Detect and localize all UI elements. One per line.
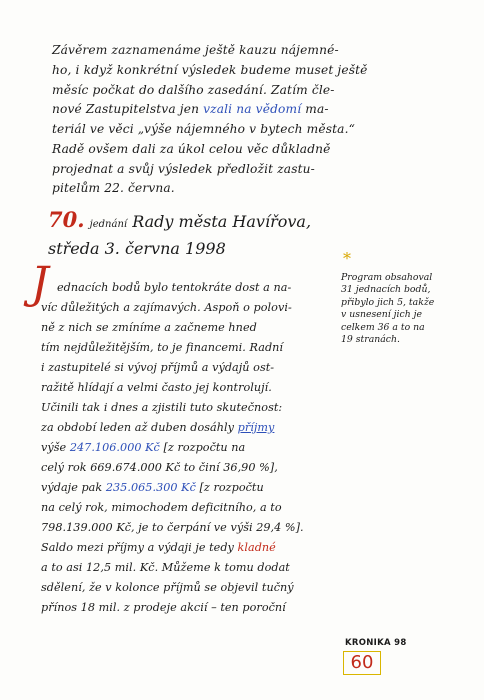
- heading-line-1: [48, 208, 311, 237]
- text-line: Radě ovšem dali za úkol celou věc důkladně: [52, 142, 331, 156]
- text-line: teriál ve věci „výše nájemného v bytech města.“: [52, 122, 355, 136]
- text-line: tím nejdůležitějším, to je financemi. Radní: [41, 341, 284, 354]
- text-line: ednacích bodů bylo tentokráte dost a na-: [57, 281, 292, 294]
- highlight-amount-income: 247.106.000 Kč: [69, 441, 160, 454]
- text-line: ho, i když konkrétní výsledek budeme muset ještě: [52, 63, 368, 77]
- highlight-vzali-na-vedomi: vzali na vědomí: [203, 102, 302, 116]
- heading-line-2: středa 3. června 1998: [48, 239, 226, 258]
- text-span: ma-: [301, 102, 329, 116]
- drop-cap: J: [31, 258, 49, 309]
- highlight-prijmy: příjmy: [237, 421, 275, 434]
- text-line: výdaje pak 235.065.300 Kč [z rozpočtu: [41, 481, 264, 494]
- text-line: víc důležitých a zajímavých. Aspoň o polovi-: [41, 301, 292, 314]
- asterisk-icon: *: [343, 249, 351, 268]
- heading-text: Rady města Havířova,: [132, 212, 312, 231]
- text-line: [52, 102, 329, 116]
- side-note-line: 19 stranách.: [341, 334, 400, 346]
- side-note-line: 31 jednacích bodů,: [341, 284, 431, 296]
- text-line: 798.139.000 Kč, je to čerpání ve výši 29,4 %].: [41, 521, 304, 534]
- side-note-line: celkem 36 a to na: [341, 321, 425, 333]
- text-line: i zastupitelé si vývoj příjmů a výdajů ost-: [41, 361, 275, 374]
- text-line: přínos 18 mil. z prodeje akcií – ten poroční: [41, 601, 286, 614]
- text-line: pitelům 22. června.: [52, 181, 175, 195]
- text-line: a to asi 12,5 mil. Kč. Můžeme k tomu dodat: [41, 561, 290, 574]
- highlight-kladne: kladné: [237, 541, 276, 554]
- meeting-number: 70.: [48, 207, 85, 232]
- text-line: sdělení, že v kolonce příjmů se objevil tučný: [41, 581, 294, 594]
- side-note-line: přibylo jich 5, takže: [341, 296, 435, 308]
- text-line: za období leden až duben dosáhly příjmy: [41, 421, 275, 434]
- page-number: 60: [343, 651, 381, 675]
- highlight-amount-expense: 235.065.300 Kč: [105, 481, 196, 494]
- meeting-heading: [48, 208, 311, 261]
- text-line: ně z nich se zmíníme a začneme hned: [41, 321, 257, 334]
- text-span: nové Zastupitelstva jen: [52, 102, 204, 116]
- text-line: ražitě hlídají a velmi často jej kontrolují.: [41, 381, 272, 394]
- text-line: na celý rok, mimochodem deficitního, a to: [41, 501, 282, 514]
- text-line: měsíc počkat do dalšího zasedání. Zatím čle-: [52, 83, 335, 97]
- text-line: výše 247.106.000 Kč [z rozpočtu na: [41, 441, 246, 454]
- text-line: celý rok 669.674.000 Kč to činí 36,90 %],: [41, 461, 278, 474]
- text-line: Saldo mezi příjmy a výdaji je tedy kladné: [41, 541, 276, 554]
- text-line: Závěrem zaznamenáme ještě kauzu nájemné-: [52, 43, 339, 57]
- text-line: projednat a svůj výsledek předložit zastu-: [52, 162, 315, 176]
- side-note: [341, 272, 434, 346]
- meeting-label: jednání: [89, 219, 128, 230]
- side-note-line: v usnesení jich je: [341, 309, 423, 321]
- text-line: Učinili tak i dnes a zjistili tuto skutečnost:: [41, 401, 283, 414]
- side-note-line: Program obsahoval: [341, 272, 433, 283]
- chronicle-label: KRONIKA 98: [345, 638, 407, 648]
